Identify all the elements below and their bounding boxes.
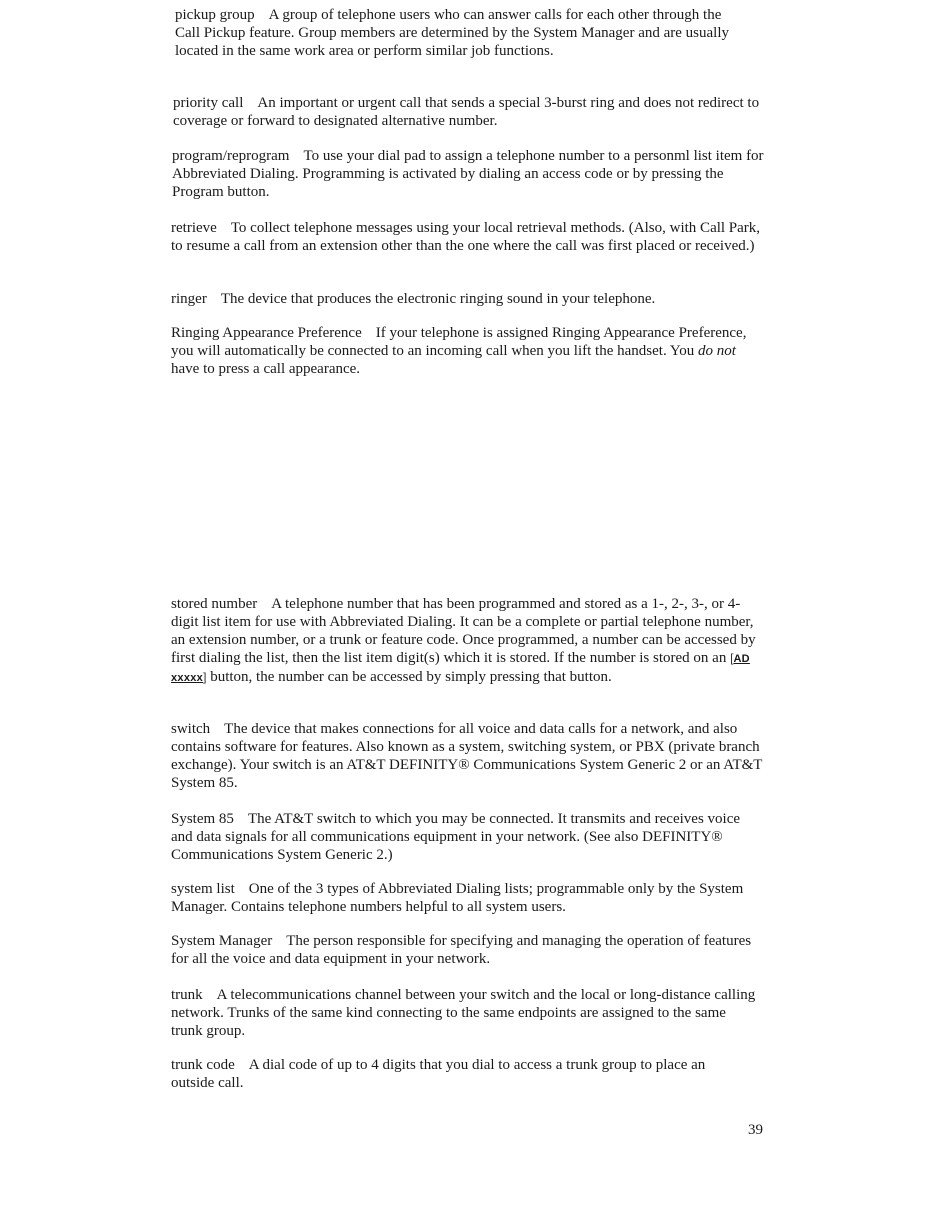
glossary-definition-cont: have to press a call appearance.: [171, 361, 361, 377]
glossary-definition: The device that makes connections for all voice and data calls for a network, and also contains software for features. Also known as a system, switching system, or PBX (private branch exchange). Your switch is an AT&T DEFINITY® Communications System Generic 2 or an AT&T System 85.: [171, 721, 763, 791]
ad-button-label: AD xxxxx: [171, 653, 750, 684]
emphasis-text: do not: [697, 343, 736, 359]
glossary-term: retrieve: [171, 220, 217, 236]
glossary-term: System 85: [171, 811, 234, 827]
glossary-term: priority call: [173, 95, 244, 111]
glossary-definition: The AT&T switch to which you may be connected. It transmits and receives voice and data signals for all communications equipment in your network. (See also DEFINITY® Communications System Generic 2.): [171, 811, 741, 863]
glossary-definition: To collect telephone messages using your local retrieval methods. (Also, with Call Park, to resume a call from an extension other than the one where the call was first placed or received.): [171, 220, 761, 254]
glossary-entry-trunk: [171, 986, 761, 1040]
glossary-term: System Manager: [171, 933, 273, 949]
glossary-term: pickup group: [175, 7, 255, 23]
page-number: 39: [748, 1122, 763, 1138]
glossary-definition: To use your dial pad to assign a telephone number to a personml list item for Abbreviated Dialing. Programming is activated by dialing an access code or by pressing the Program button.: [172, 148, 764, 200]
glossary-definition: An important or urgent call that sends a special 3-burst ring and does not redirect to coverage or forward to designated alternative number.: [173, 95, 760, 129]
glossary-entry-program: [172, 147, 772, 201]
glossary-definition: If your telephone is assigned Ringing Appearance Preference, you will automatically be connected to an incoming call when you lift the handset. You: [171, 325, 747, 359]
glossary-entry-system-85: [171, 810, 751, 864]
glossary-entry-ringing-appearance-preference: [171, 324, 766, 378]
glossary-term: Ringing Appearance Preference: [171, 325, 362, 341]
glossary-entry-switch: [171, 720, 766, 792]
glossary-entry-retrieve: [171, 219, 761, 255]
glossary-definition: A telecommunications channel between your switch and the local or long-distance calling network. Trunks of the same kind connecting to the same endpoints are assigned to the same trunk group.: [171, 987, 756, 1039]
glossary-term: trunk: [171, 987, 203, 1003]
glossary-term: trunk code: [171, 1057, 235, 1073]
glossary-entry-trunk-code: [171, 1056, 746, 1092]
glossary-term: switch: [171, 721, 211, 737]
glossary-definition: The device that produces the electronic ringing sound in your telephone.: [220, 291, 656, 307]
glossary-entry-ringer: [171, 290, 771, 308]
glossary-definition-cont: button, the number can be accessed by simply pressing that button.: [210, 669, 612, 685]
glossary-definition: The person responsible for specifying and managing the operation of features for all the voice and data equipment in your network.: [171, 933, 752, 967]
glossary-term: system list: [171, 881, 235, 897]
glossary-definition: A dial code of up to 4 digits that you dial to access a trunk group to place an outside call.: [171, 1057, 706, 1091]
glossary-entry-pickup-group: [175, 6, 745, 60]
glossary-term: stored number: [171, 596, 258, 612]
glossary-term: program/reprogram: [172, 148, 290, 164]
glossary-definition: A telephone number that has been programmed and stored as a 1-, 2-, 3-, or 4-digit list item for use with Abbreviated Dialing. It can be a complete or partial telephone number, an extension number, or a trunk or feature code. Once programmed, a number can be accessed by first dialing the list, then the list item digit(s) which it is stored. If the number is stored on an: [171, 596, 756, 666]
glossary-entry-priority-call: [173, 94, 763, 130]
glossary-definition: One of the 3 types of Abbreviated Dialing lists; programmable only by the System Manager. Contains telephone numbers helpful to all system users.: [171, 881, 744, 915]
glossary-definition: A group of telephone users who can answer calls for each other through the Call Pickup feature. Group members are determined by the System Manager and are usually located in the same work area or perform similar job functions.: [175, 7, 729, 59]
glossary-term: ringer: [171, 291, 207, 307]
glossary-entry-system-list: [171, 880, 751, 916]
glossary-entry-stored-number: stored number A telephone number that has been programmed and stored as a 1-, 2-, 3-, or 4-digit list item for use with Abbreviated Dialing. It can be a complete or partial telephone number, an extension number, or a trunk or feature code. Once programmed, a number can be accessed by first dialing the list, then the list item digit(s) which it is stored. If the number is stored on an [AD xxxxx] button, the number can be accessed by simply pressing that button.: [171, 596, 756, 685]
glossary-entry-system-manager: [171, 932, 766, 968]
